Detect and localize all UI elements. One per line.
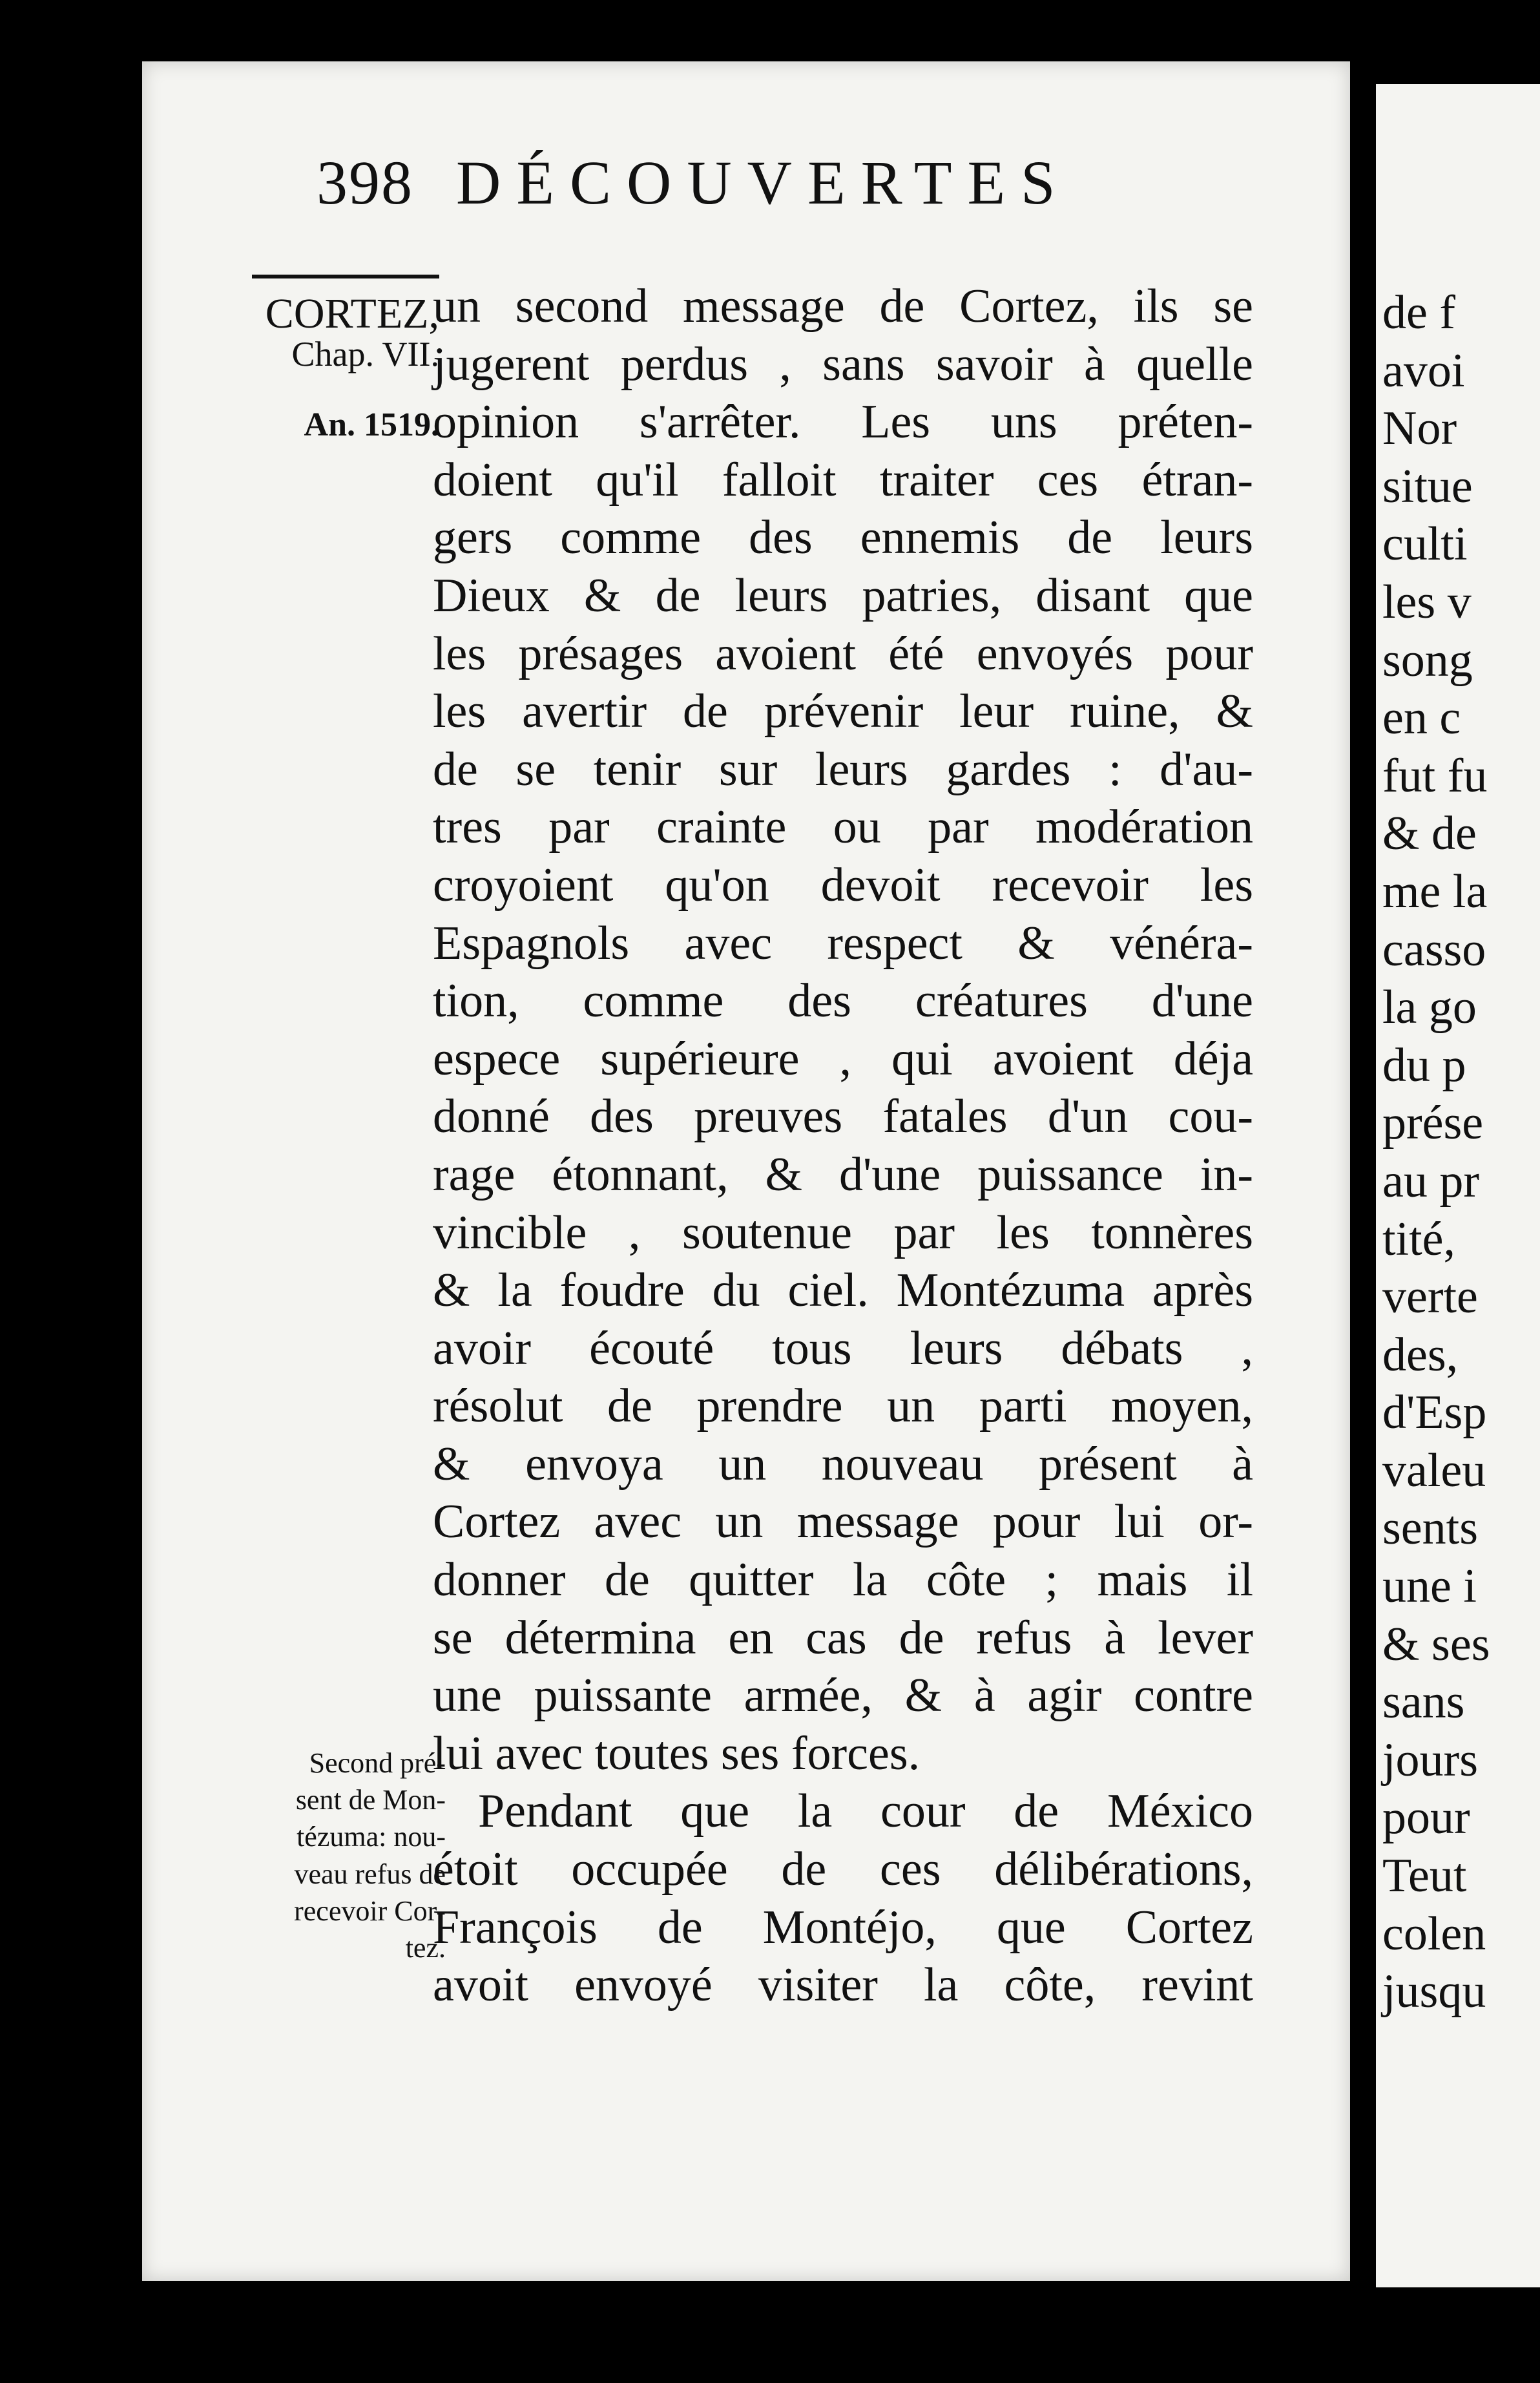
right-text-line: prése <box>1382 1097 1484 1150</box>
right-text-line: song <box>1382 633 1473 687</box>
right-text-line: & ses <box>1382 1617 1490 1671</box>
text-line: un second message de Cortez, ils se <box>433 280 1253 333</box>
right-text-line: & de <box>1382 807 1477 861</box>
text-line: & la foudre du ciel. Montézuma après <box>433 1264 1253 1317</box>
body-text <box>433 278 1253 2015</box>
right-text-line: des, <box>1382 1328 1459 1381</box>
text-line: avoit envoyé visiter la côte, revint <box>433 1958 1253 2012</box>
right-text-line: culti <box>1382 518 1468 571</box>
right-text-line: avoi <box>1382 344 1465 397</box>
right-text-line: la go <box>1382 981 1477 1034</box>
right-text-line: en c <box>1382 691 1461 745</box>
right-text-line: me la <box>1382 865 1488 918</box>
right-text-line: les v <box>1382 575 1472 629</box>
margin-cortez: CORTEZ, <box>265 290 439 337</box>
text-line: les avertir de prévenir leur ruine, & <box>433 685 1253 739</box>
text-line: lui avec toutes ses forces. <box>433 1727 921 1780</box>
text-line: & envoya un nouveau présent à <box>433 1437 1253 1491</box>
side-note-line: tez. <box>405 1931 446 1964</box>
right-text-line: sans <box>1382 1675 1465 1729</box>
text-line: étoit occupée de ces délibérations, <box>433 1843 1253 1896</box>
right-text-line: fut fu <box>1382 749 1488 803</box>
text-line: avoir écouté tous leurs débats , <box>433 1321 1253 1375</box>
right-text-line: tité, <box>1382 1212 1456 1266</box>
text-line: opinion s'arrêter. Les uns préten- <box>433 395 1253 449</box>
text-line: Cortez avec un message pour lui or- <box>433 1495 1253 1549</box>
text-line: se détermina en cas de refus à lever <box>433 1611 1253 1664</box>
right-page-text <box>1382 284 1537 2021</box>
text-line: donner de quitter la côte ; mais il <box>433 1553 1253 1607</box>
margin-chapter: Chap. VII. <box>291 335 439 373</box>
right-text-line: au pr <box>1382 1154 1479 1208</box>
text-line: Espagnols avec respect & vénéra- <box>433 916 1253 970</box>
text-line: Dieux & de leurs patries, disant que <box>433 569 1253 622</box>
text-line: les présages avoient été envoyés pour <box>433 627 1253 680</box>
right-text-line: jusqu <box>1382 1965 1486 2019</box>
side-note-line: tézuma: nou- <box>297 1821 446 1853</box>
right-text-line: situe <box>1382 459 1473 513</box>
right-text-line: du p <box>1382 1038 1466 1092</box>
running-head <box>317 148 1221 217</box>
right-text-line: verte <box>1382 1270 1478 1324</box>
margin-year: An. 1519. <box>304 406 439 443</box>
text-line: vincible , soutenue par les tonnères <box>433 1206 1253 1259</box>
right-text-line: d'Esp <box>1382 1386 1487 1440</box>
text-line: Pendant que la cour de México <box>478 1785 1253 1838</box>
page-title: DÉCOUVERTES <box>456 148 1071 217</box>
text-line: donné des preuves fatales d'un cou- <box>433 1090 1253 1144</box>
header-rule <box>252 275 439 278</box>
right-text-line: valeu <box>1382 1443 1486 1497</box>
side-note-line: recevoir Cor- <box>294 1895 446 1927</box>
text-line: une puissante armée, & à agir contre <box>433 1669 1253 1723</box>
text-line: jugerent perdus , sans savoir à quelle <box>433 337 1253 391</box>
side-note <box>200 1745 446 1966</box>
text-line: tres par crainte ou par modération <box>433 801 1253 854</box>
right-text-line: une i <box>1382 1560 1477 1613</box>
side-note-line: sent de Mon- <box>295 1784 446 1816</box>
text-line: croyoient qu'on devoit recevoir les <box>433 858 1253 912</box>
right-text-line: jours <box>1382 1733 1478 1787</box>
right-text-line: Teut <box>1382 1849 1467 1903</box>
right-text-line: casso <box>1382 923 1486 976</box>
text-line: doient qu'il falloit traiter ces étran- <box>433 453 1253 507</box>
text-line: résolut de prendre un parti moyen, <box>433 1380 1253 1433</box>
right-text-line: colen <box>1382 1907 1486 1960</box>
right-text-line: Nor <box>1382 402 1457 456</box>
right-text-line: de f <box>1382 286 1455 339</box>
side-note-line: veau refus de <box>294 1858 446 1890</box>
page-number: 398 <box>317 148 413 217</box>
side-note-line: Second pré- <box>309 1747 446 1779</box>
right-text-line: pour <box>1382 1791 1470 1845</box>
text-line: de se tenir sur leurs gardes : d'au- <box>433 742 1253 796</box>
text-line: rage étonnant, & d'une puissance in- <box>433 1148 1253 1201</box>
text-line: François de Montéjo, que Cortez <box>433 1900 1253 1954</box>
right-text-line: sents <box>1382 1502 1478 1555</box>
text-line: espece supérieure , qui avoient déja <box>433 1032 1253 1086</box>
text-line: gers comme des ennemis de leurs <box>433 511 1253 565</box>
text-line: tion, comme des créatures d'une <box>433 974 1253 1028</box>
